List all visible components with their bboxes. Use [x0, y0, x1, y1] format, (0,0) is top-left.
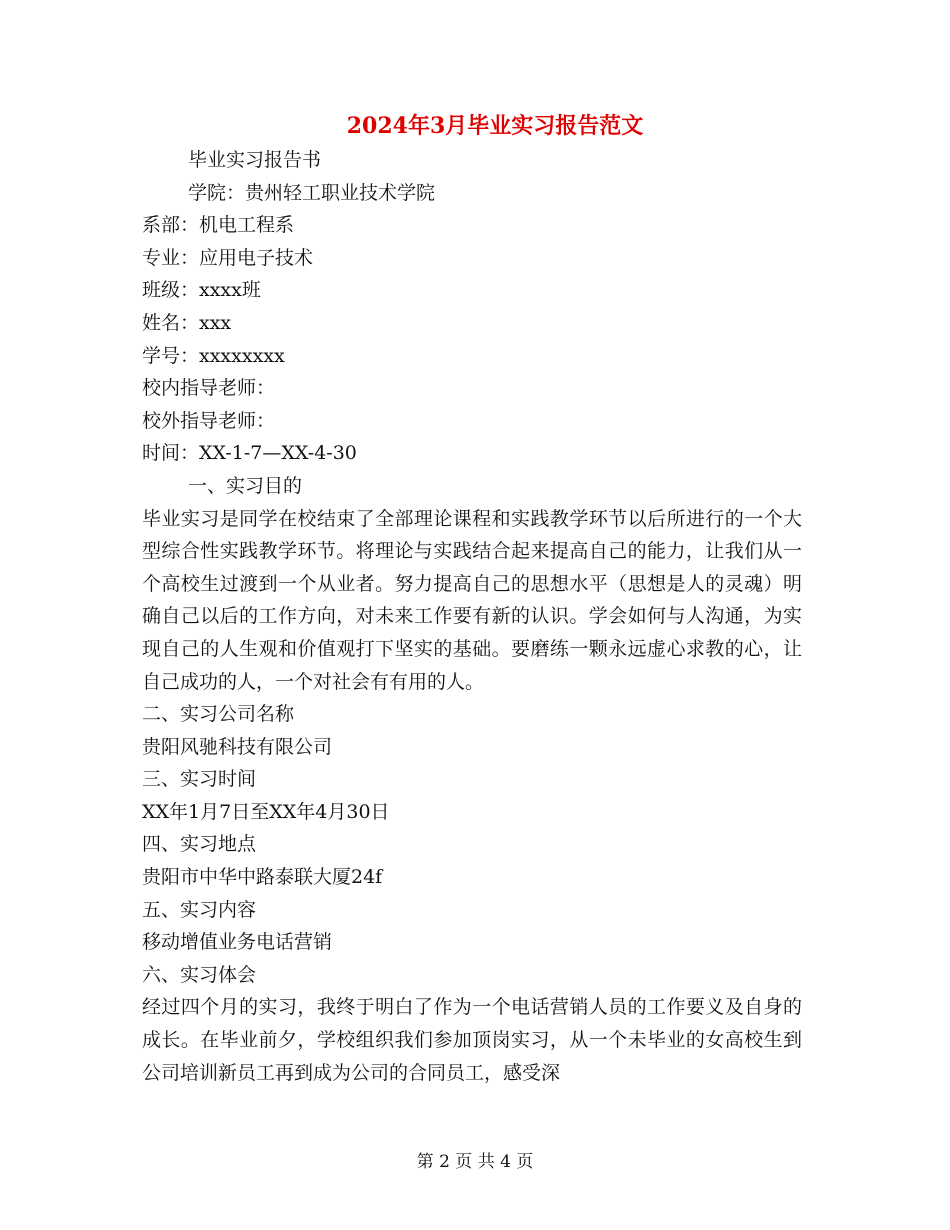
- student-id-line: 学号：xxxxxxxx: [142, 344, 285, 367]
- document-title: 2024年3月毕业实习报告范文: [346, 113, 644, 139]
- class-line: 班级：xxxx班: [142, 279, 261, 302]
- section-heading-experience: 六、实习体会: [142, 963, 257, 986]
- section-heading-time: 三、实习时间: [142, 768, 257, 791]
- report-heading: 毕业实习报告书: [188, 149, 322, 171]
- college-line: 学院：贵州轻工职业技术学院: [188, 181, 436, 204]
- company-name: 贵阳风驰科技有限公司: [142, 735, 333, 758]
- time-line: 时间：XX-1-7—XX-4-30: [142, 442, 357, 465]
- internship-period: XX年1月7日至XX年4月30日: [142, 800, 390, 823]
- section-heading-purpose: 一、实习目的: [188, 474, 303, 497]
- section-heading-content: 五、实习内容: [142, 898, 257, 921]
- page-footer: 第 2 页 共 4 页: [416, 1152, 534, 1172]
- internship-location: 贵阳市中华中路泰联大厦24f: [142, 866, 383, 889]
- document-body: [142, 144, 802, 1089]
- purpose-paragraph: 毕业实习是同学在校结束了全部理论课程和实践教学环节以后所进行的一个大型综合性实践教学环节。将理论与实践结合起来提高自己的能力，让我们从一个高校生过渡到一个从业者。努力提高自己的思想水平（思想是人的灵魂）明确自己以后的工作方向，对未来工作要有新的认识。学会如何与人沟通，为实现自己的人生观和价值观打下坚实的基础。要磨练一颗永远虚心求教的心，让自己成功的人，一个对社会有有用的人。: [142, 507, 802, 693]
- name-line: 姓名：xxx: [142, 311, 232, 334]
- external-advisor-line: 校外指导老师：: [142, 409, 276, 432]
- major-line: 专业：应用电子技术: [142, 246, 314, 269]
- section-heading-company: 二、实习公司名称: [142, 703, 295, 726]
- experience-paragraph: 经过四个月的实习，我终于明白了作为一个电话营销人员的工作要义及自身的成长。在毕业前夕，学校组织我们参加顶岗实习，从一个未毕业的女高校生到公司培训新员工再到成为公司的合同员工，感受深: [142, 996, 802, 1084]
- internship-content: 移动增值业务电话营销: [142, 931, 333, 954]
- section-heading-location: 四、实习地点: [142, 833, 257, 856]
- internal-advisor-line: 校内指导老师：: [142, 377, 276, 400]
- department-line: 系部：机电工程系: [142, 214, 295, 237]
